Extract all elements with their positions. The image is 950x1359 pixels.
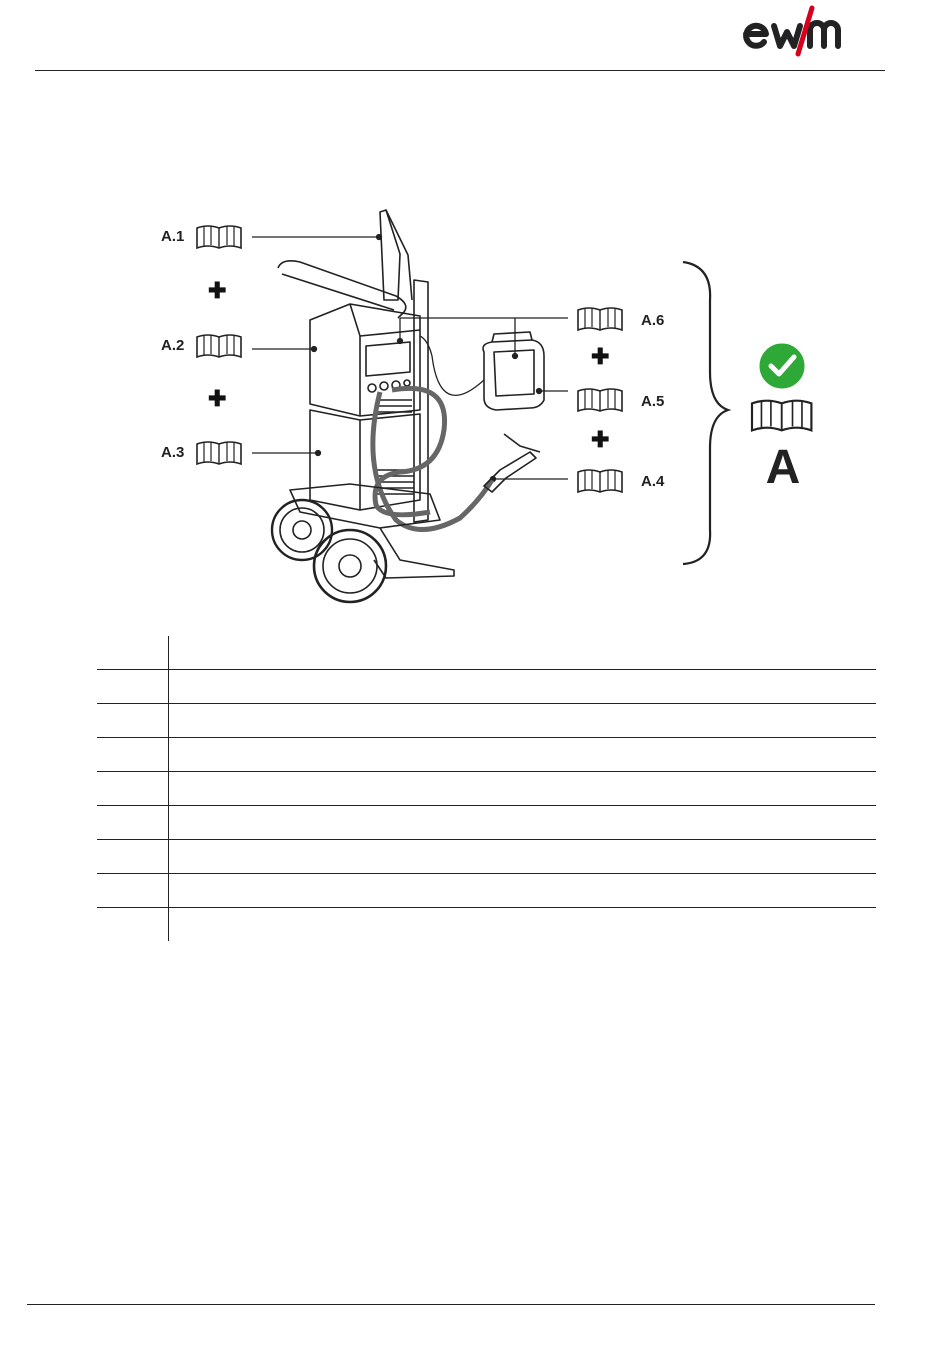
table-row (97, 873, 876, 908)
footer-rule (27, 1304, 875, 1305)
label-a3: A.3 (161, 444, 185, 461)
welding-machine-trolley-illustration (272, 210, 544, 602)
manual-book-icon (197, 226, 241, 248)
manual-book-icon (752, 401, 811, 431)
plus-icon: ✚ (208, 278, 227, 303)
check-icon (758, 342, 806, 390)
label-a6: A.6 (641, 312, 665, 329)
table-row (97, 907, 876, 942)
table-row (97, 805, 876, 840)
manual-book-icon (578, 308, 622, 330)
manual-book-icon (197, 442, 241, 464)
table-row (97, 839, 876, 874)
plus-icon: ✚ (591, 427, 610, 452)
manual-book-icon (578, 470, 622, 492)
table-row (97, 635, 876, 669)
table-row (97, 703, 876, 738)
manual-book-icon (578, 389, 622, 411)
manual-book-icon (197, 335, 241, 357)
label-a2: A.2 (161, 337, 185, 354)
plus-icon: ✚ (591, 344, 610, 369)
legend-table (97, 636, 876, 941)
table-row (97, 771, 876, 806)
table-row (97, 737, 876, 772)
grouping-brace (683, 262, 728, 564)
plus-icon: ✚ (208, 386, 227, 411)
table-row (97, 669, 876, 704)
label-a1: A.1 (161, 228, 185, 245)
label-a4: A.4 (641, 473, 665, 490)
label-a5: A.5 (641, 393, 665, 410)
summary-letter: A (765, 441, 801, 494)
equipment-documentation-figure (0, 0, 950, 620)
